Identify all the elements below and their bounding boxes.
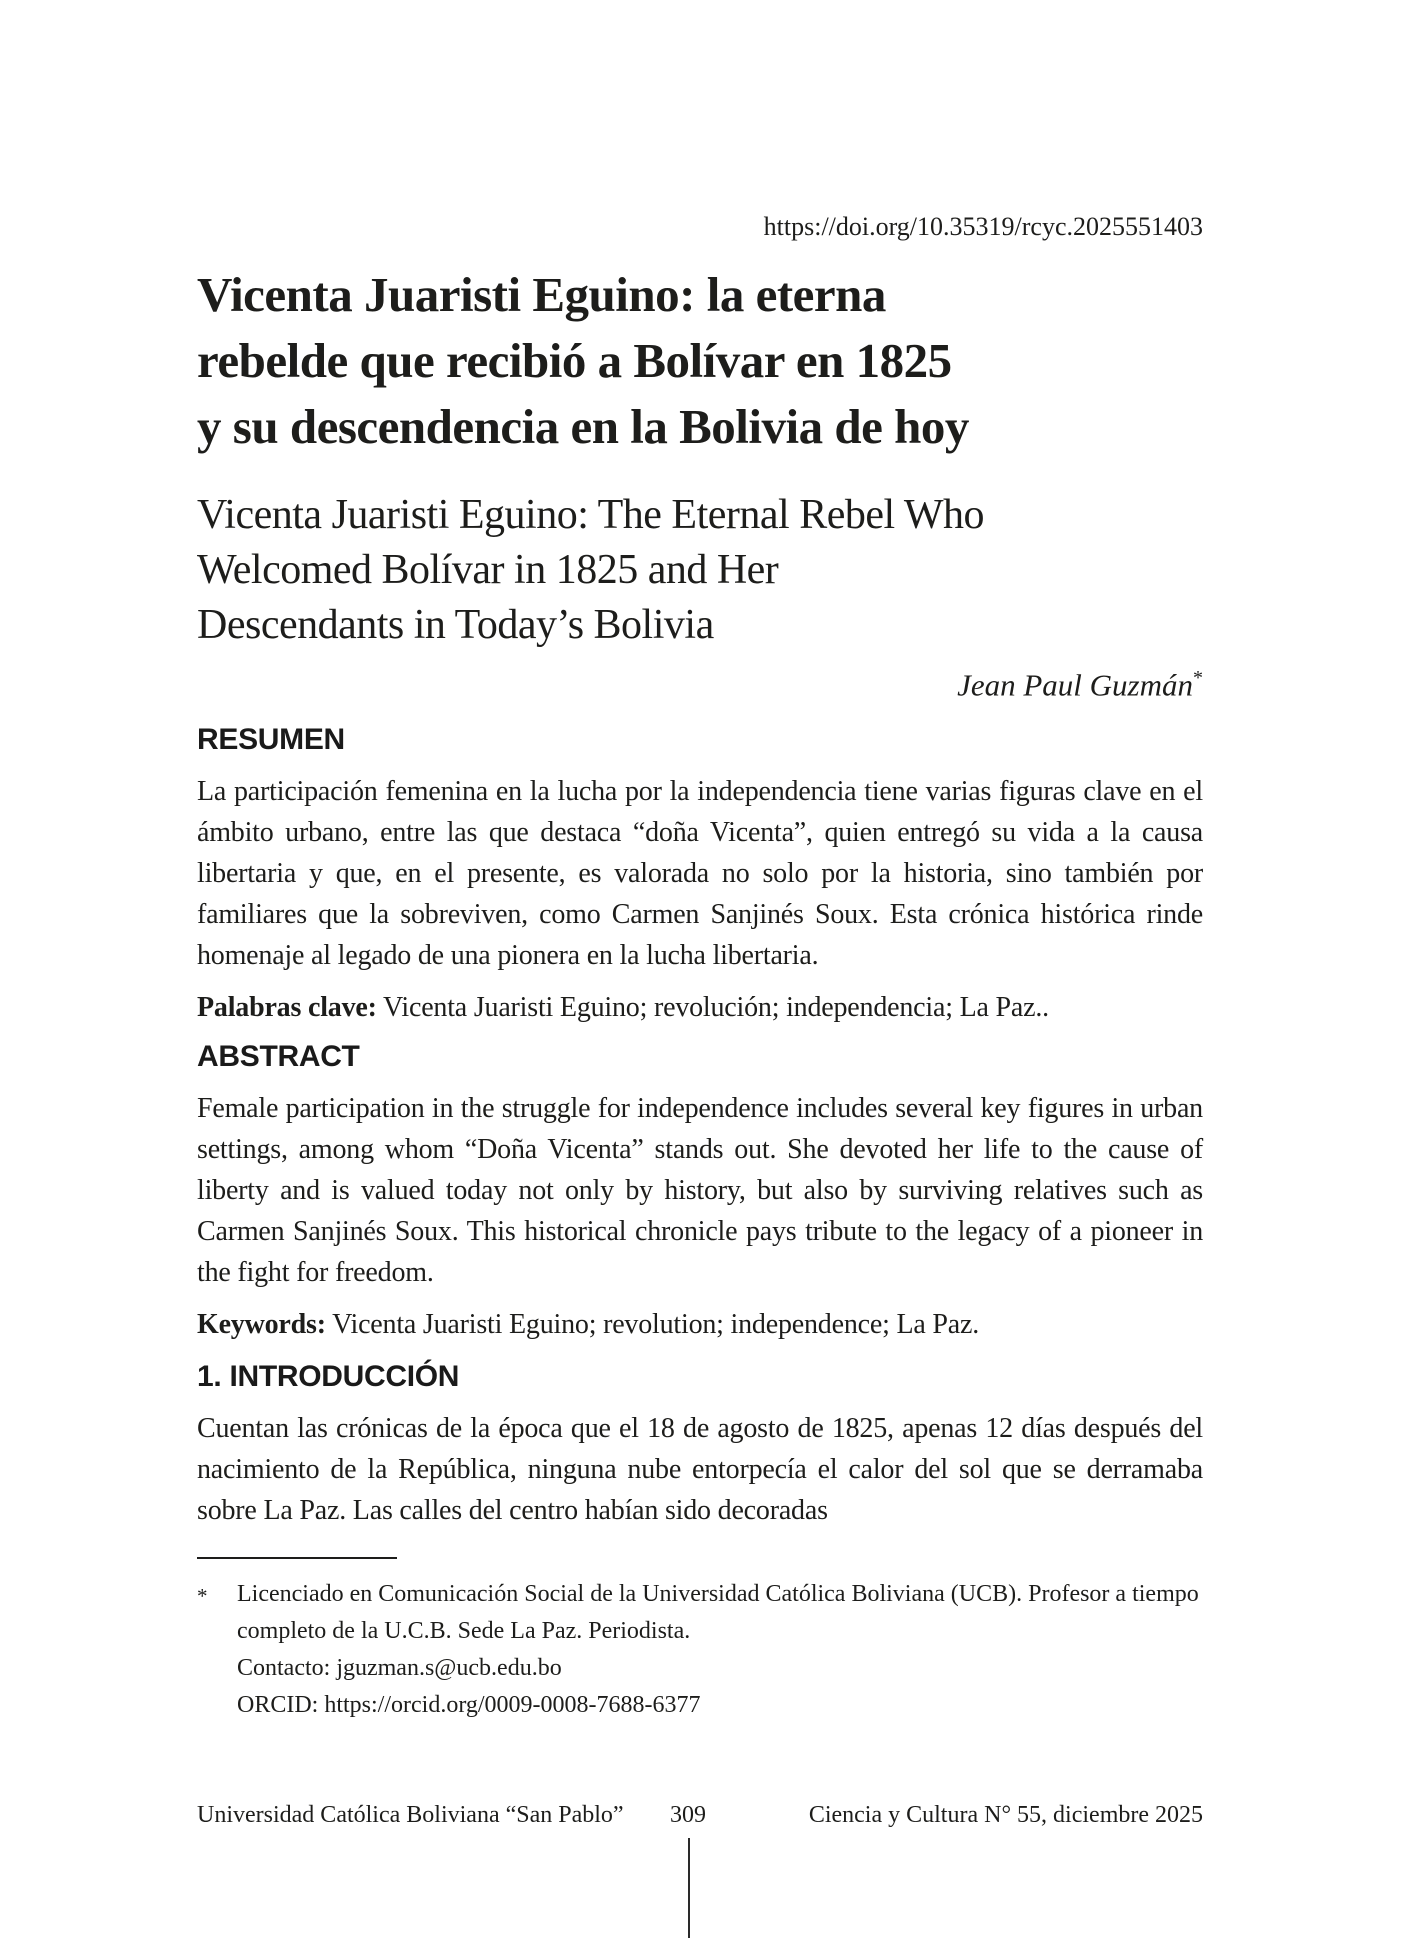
footnote-contact-email[interactable]: Contacto: jguzman.s@ucb.edu.bo (237, 1655, 562, 1682)
bottom-center-rule (688, 1838, 690, 1938)
resumen-paragraph: La participación femenina en la lucha por la independencia tiene varias figuras clave en el ámbito urbano, entre las que destaca “doña Vicenta”, quien entregó su vida a la causa libertaria y que, en el presente, es valorada no solo por la historia, sino también por familiares que la sobreviven, como Carmen Sanjinés Soux. Esta crónica histórica rinde homenaje al legado de una pionera en la lucha libertaria. (197, 776, 1203, 972)
footnote-affiliation: Licenciado en Comunicación Social de la Universidad Católica Boliviana (UCB). Profesor a tiempo completo de la U.C.B. Sede La Paz. Periodista. (237, 1581, 1199, 1645)
doi-link[interactable]: https://doi.org/10.35319/rcyc.2025551403 (763, 212, 1203, 241)
title-line: Vicenta Juaristi Eguino: The Eternal Rebel Who (197, 492, 985, 538)
abstract-paragraph: Female participation in the struggle for independence includes several key figures in urban settings, among whom “Doña Vicenta” stands out. She devoted her life to the cause of liberty and is valued today not only by history, but also by surviving relatives such as Carmen Sanjinés Soux. This historical chronicle pays tribute to the legacy of a pioneer in the fight for freedom. (197, 1093, 1203, 1289)
keywords-line (197, 1304, 1203, 1345)
title-line: rebelde que recibió a Bolívar en 1825 (197, 333, 952, 388)
author-footnote-marker: * (1193, 667, 1203, 689)
abstract-heading: ABSTRACT (197, 1040, 360, 1074)
introduction-heading: 1. INTRODUCCIÓN (197, 1360, 460, 1394)
footnote (197, 1576, 1203, 1724)
keywords-label: Keywords: (197, 1309, 326, 1341)
footer-institution: Universidad Católica Boliviana “San Pablo” (197, 1802, 624, 1828)
article-title-english (197, 488, 1203, 653)
footnote-orcid-link[interactable]: ORCID: https://orcid.org/0009-0008-7688-6377 (237, 1692, 701, 1719)
footnote-text (237, 1576, 1203, 1724)
introduction-paragraph: Cuentan las crónicas de la época que el 18 de agosto de 1825, apenas 12 días después del nacimiento de la República, ninguna nube entorpecía el calor del sol que se derramaba sobre La Paz. Las calles del centro habían sido decoradas (197, 1413, 1203, 1527)
keywords-text: Vicenta Juaristi Eguino; revolution; independence; La Paz. (332, 1309, 980, 1341)
footer-journal-issue: Ciencia y Cultura N° 55, diciembre 2025 (808, 1802, 1203, 1828)
footnote-divider (197, 1557, 397, 1559)
title-line: Welcomed Bolívar in 1825 and Her (197, 547, 779, 593)
article-title-spanish (197, 262, 1203, 460)
title-line: y su descendencia en la Bolivia de hoy (197, 399, 969, 454)
title-line: Descendants in Today’s Bolivia (197, 602, 714, 648)
palabras-clave-label: Palabras clave: (197, 992, 377, 1024)
author-name: Jean Paul Guzmán (957, 667, 1193, 703)
footnote-marker: * (197, 1584, 208, 1609)
resumen-heading: RESUMEN (197, 723, 345, 757)
page-footer (197, 1800, 1203, 1832)
palabras-clave-text: Vicenta Juaristi Eguino; revolución; independencia; La Paz.. (383, 992, 1049, 1024)
palabras-clave-line (197, 987, 1203, 1028)
title-line: Vicenta Juaristi Eguino: la eterna (197, 267, 886, 322)
author-byline (197, 658, 1203, 705)
footer-page-number: 309 (670, 1802, 706, 1828)
